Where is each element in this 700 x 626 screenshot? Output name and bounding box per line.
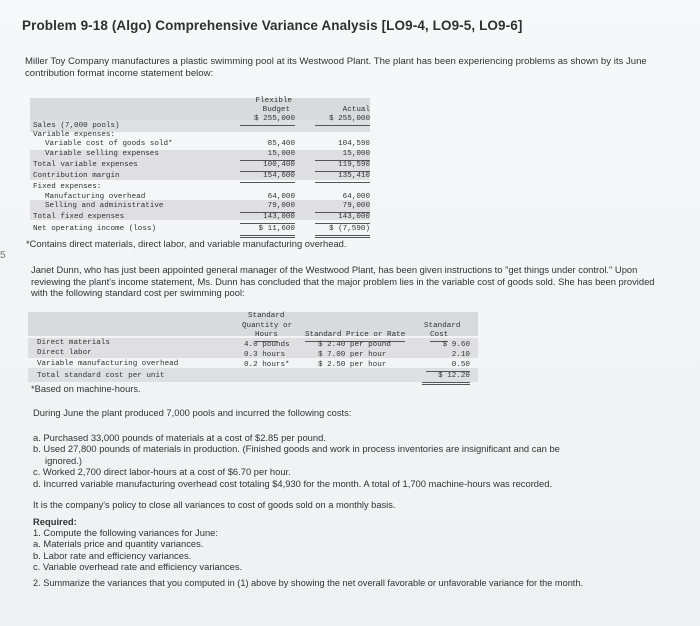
flex-value: $ 11,600	[240, 225, 295, 238]
standard-footnote: *Based on machine-hours.	[31, 384, 141, 394]
row-label: Sales (7,000 pools)	[33, 122, 120, 130]
row-label: Total variable expenses	[33, 161, 138, 169]
flex-value: 100,400	[240, 161, 295, 172]
row-label: Variable selling expenses	[45, 150, 159, 158]
list-item: c. Worked 2,700 direct labor-hours at a cost of $6.70 per hour.	[33, 466, 291, 478]
actual-value: 143,000	[315, 213, 370, 224]
price-value: $ 2.50 per hour	[318, 361, 387, 369]
page-title: Problem 9-18 (Algo) Comprehensive Variance Analysis [LO9-4, LO9-5, LO9-6]	[22, 18, 523, 33]
row-label: Variable manufacturing overhead	[37, 360, 179, 368]
flex-sales: $ 255,000	[240, 115, 295, 126]
price-value: $ 7.00 per hour	[318, 351, 387, 359]
actual-value: 79,000	[315, 202, 370, 213]
row-label: Fixed expenses:	[33, 183, 102, 191]
second-paragraph: Janet Dunn, who has just been appointed general manager of the Westwood Plant, has been given instructions to "get things under control." Upon reviewing the plant's income statement, Ms. Dunn has concluded that the major problem lies in the variable cost of goods sold. She has been provided with the following standard cost per swimming pool:	[31, 264, 655, 298]
qty-header-3: Hours	[255, 331, 278, 342]
flex-value: 79,000	[240, 202, 295, 213]
list-item: b. Used 27,800 pounds of materials in production. (Finished goods and work in process inventories are insignificant and can be	[33, 443, 560, 455]
actual-value: $ (7,590)	[315, 225, 370, 238]
actual-value: 119,590	[315, 161, 370, 172]
actual-value: 135,410	[315, 172, 370, 183]
qty-value: 0.3 hours	[244, 351, 286, 359]
row-label: Contribution margin	[33, 172, 120, 180]
qty-header-2: Quantity or	[242, 322, 293, 330]
actual-sales: $ 255,000	[315, 115, 370, 126]
intro-paragraph: Miller Toy Company manufactures a plastic swimming pool at its Westwood Plant. The plant has been experiencing problems as shown by its June contribution format income statement below:	[25, 56, 647, 79]
cost-value: $ 12.20	[422, 372, 470, 385]
list-item: a. Purchased 33,000 pounds of materials at a cost of $2.85 per pound.	[33, 432, 326, 443]
actual-header: Actual	[342, 106, 370, 114]
price-header: Standard Price or Rate	[305, 331, 405, 342]
row-label: Direct materials	[37, 339, 110, 347]
qty-value: 0.2 hours*	[244, 361, 290, 369]
cost-value: 2.10	[451, 351, 470, 359]
required-heading: Required:	[33, 516, 77, 527]
actual-value: 104,590	[338, 140, 370, 148]
cost-header-1: Standard	[424, 322, 461, 330]
flex-header-2: Budget	[262, 106, 290, 114]
cost-value: $ 9.60	[442, 341, 470, 349]
flex-value: 154,600	[240, 172, 295, 183]
row-label: Total fixed expenses	[33, 213, 125, 221]
flex-header-1: Flexible	[255, 97, 292, 105]
qty-header-1: Standard	[248, 312, 285, 320]
actual-value: 64,000	[342, 193, 370, 201]
margin-mark: 5	[0, 250, 6, 261]
flex-value: 15,000	[240, 150, 295, 161]
qty-value: 4.0 pounds	[244, 341, 290, 349]
list-item: c. Variable overhead rate and efficiency variances.	[33, 560, 243, 572]
list-item: 2. Summarize the variances that you computed in (1) above by showing the net overall favorable or unfavorable variance for the month.	[33, 578, 584, 589]
row-label: Variable cost of goods sold*	[45, 140, 173, 148]
row-label: Net operating income (loss)	[33, 225, 157, 233]
price-value: $ 2.40 per pound	[318, 341, 391, 349]
flex-value: 64,000	[267, 193, 295, 201]
costs-intro: During June the plant produced 7,000 pools and incurred the following costs:	[33, 407, 352, 418]
row-label: Manufacturing overhead	[45, 193, 146, 201]
policy-text: It is the company's policy to close all variances to cost of goods sold on a monthly basis.	[33, 500, 396, 510]
cost-value: 0.50	[426, 361, 470, 372]
costs-list	[33, 432, 673, 489]
list-item: b. Labor rate and efficiency variances.	[33, 549, 192, 561]
row-label: Variable expenses:	[33, 131, 116, 139]
row-label: Selling and administrative	[45, 202, 164, 210]
actual-value: 15,000	[315, 150, 370, 161]
list-item: 1. Compute the following variances for June:	[33, 527, 218, 539]
flex-value: 85,400	[267, 140, 295, 148]
required-section	[33, 516, 673, 589]
cost-header-2: Cost	[430, 331, 448, 342]
income-footnote: *Contains direct materials, direct labor, and variable manufacturing overhead.	[26, 238, 347, 249]
row-label: Direct labor	[37, 349, 92, 357]
list-item: d. Incurred variable manufacturing overhead cost totaling $4,930 for the month. A total of 1,700 machine-hours was recorded.	[33, 477, 553, 489]
list-item: a. Materials price and quantity variances.	[33, 538, 204, 550]
list-item: ignored.)	[45, 454, 83, 466]
row-label: Total standard cost per unit	[37, 372, 165, 380]
flex-value: 143,000	[240, 213, 295, 224]
